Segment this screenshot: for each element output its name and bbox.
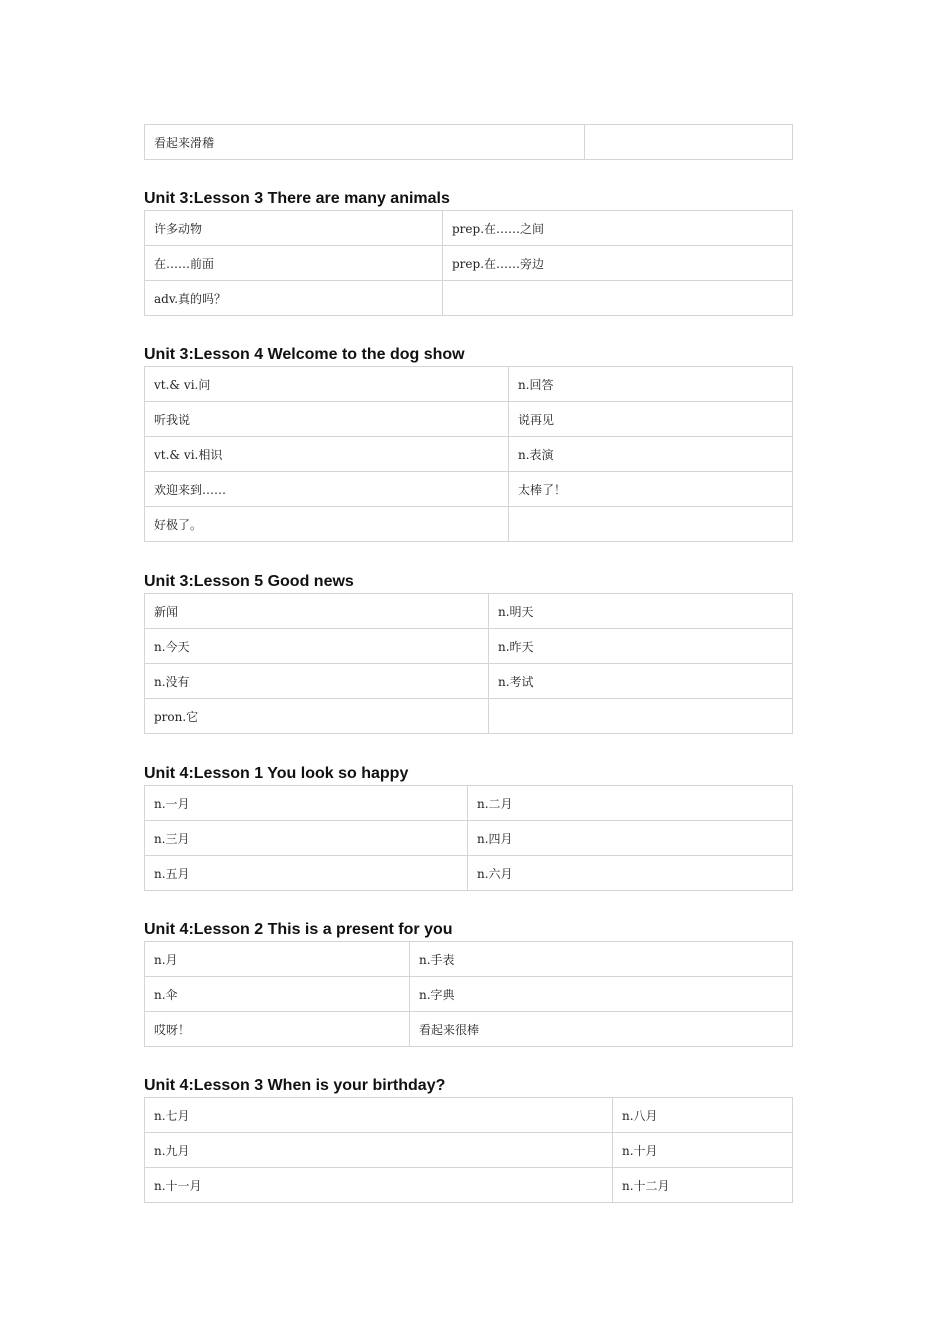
lesson-heading: Unit 3:Lesson 5 Good news — [144, 573, 354, 590]
table-cell: 在……前面 — [145, 246, 443, 281]
table-cell — [509, 507, 793, 542]
table-row — [145, 977, 793, 1012]
vocab-table — [144, 941, 793, 1047]
table-cell: n.八月 — [613, 1098, 793, 1133]
table-cell: 说再见 — [509, 402, 793, 437]
table-cell: 哎呀！ — [145, 1012, 410, 1047]
table-cell: prep.在……旁边 — [443, 246, 793, 281]
lesson-section — [144, 919, 792, 1047]
table-cell — [489, 699, 793, 734]
table-row — [145, 856, 793, 891]
table-row — [145, 594, 793, 629]
lesson-section — [144, 1075, 792, 1203]
table-cell: n.七月 — [145, 1098, 613, 1133]
lesson-heading: Unit 3:Lesson 3 There are many animals — [144, 190, 450, 207]
table-cell: n.回答 — [509, 367, 793, 402]
table-row — [145, 699, 793, 734]
table-cell: n.昨天 — [489, 629, 793, 664]
lesson-section — [144, 763, 792, 891]
table-cell: n.十一月 — [145, 1168, 613, 1203]
table-row — [145, 942, 793, 977]
table-cell: n.今天 — [145, 629, 489, 664]
table-row — [145, 1133, 793, 1168]
table-cell: n.伞 — [145, 977, 410, 1012]
lesson-section — [144, 344, 792, 542]
table-cell: 太棒了！ — [509, 472, 793, 507]
table-cell: 欢迎来到…… — [145, 472, 509, 507]
table-cell: n.手表 — [410, 942, 793, 977]
table-cell: vt.& vi.相识 — [145, 437, 509, 472]
vocab-table — [144, 124, 793, 160]
table-row — [145, 402, 793, 437]
table-row — [145, 437, 793, 472]
top-table-block — [144, 124, 792, 160]
table-cell: n.六月 — [468, 856, 793, 891]
table-row — [145, 664, 793, 699]
table-cell — [443, 281, 793, 316]
vocab-table — [144, 366, 793, 542]
table-cell: n.三月 — [145, 821, 468, 856]
table-cell: n.二月 — [468, 786, 793, 821]
table-cell: 许多动物 — [145, 211, 443, 246]
lesson-section — [144, 571, 792, 734]
table-cell: 看起来滑稽 — [145, 125, 585, 160]
table-cell: 看起来很棒 — [410, 1012, 793, 1047]
table-cell — [585, 125, 793, 160]
table-cell: prep.在……之间 — [443, 211, 793, 246]
table-cell: n.一月 — [145, 786, 468, 821]
table-row — [145, 472, 793, 507]
table-cell: n.表演 — [509, 437, 793, 472]
table-row — [145, 821, 793, 856]
table-cell: n.十月 — [613, 1133, 793, 1168]
table-cell: 好极了。 — [145, 507, 509, 542]
table-cell: 新闻 — [145, 594, 489, 629]
vocab-table — [144, 593, 793, 734]
table-cell: n.月 — [145, 942, 410, 977]
lesson-heading: Unit 4:Lesson 1 You look so happy — [144, 765, 409, 782]
table-row — [145, 367, 793, 402]
vocab-table — [144, 1097, 793, 1203]
table-cell: vt.& vi.问 — [145, 367, 509, 402]
table-row — [145, 125, 793, 160]
table-row — [145, 786, 793, 821]
table-cell: n.四月 — [468, 821, 793, 856]
lesson-section — [144, 188, 792, 316]
lesson-heading: Unit 3:Lesson 4 Welcome to the dog show — [144, 346, 465, 363]
table-cell: adv.真的吗？ — [145, 281, 443, 316]
vocab-table — [144, 785, 793, 891]
table-cell: pron.它 — [145, 699, 489, 734]
table-row — [145, 629, 793, 664]
table-cell: n.五月 — [145, 856, 468, 891]
table-cell: 听我说 — [145, 402, 509, 437]
table-cell: n.九月 — [145, 1133, 613, 1168]
table-row — [145, 281, 793, 316]
table-cell: n.考试 — [489, 664, 793, 699]
table-cell: n.字典 — [410, 977, 793, 1012]
table-row — [145, 211, 793, 246]
table-cell: n.没有 — [145, 664, 489, 699]
table-row — [145, 1168, 793, 1203]
lesson-heading: Unit 4:Lesson 3 When is your birthday? — [144, 1077, 446, 1094]
table-row — [145, 507, 793, 542]
table-row — [145, 1098, 793, 1133]
table-cell: n.明天 — [489, 594, 793, 629]
table-cell: n.十二月 — [613, 1168, 793, 1203]
table-row — [145, 1012, 793, 1047]
vocab-table — [144, 210, 793, 316]
table-row — [145, 246, 793, 281]
lesson-heading: Unit 4:Lesson 2 This is a present for you — [144, 921, 453, 938]
